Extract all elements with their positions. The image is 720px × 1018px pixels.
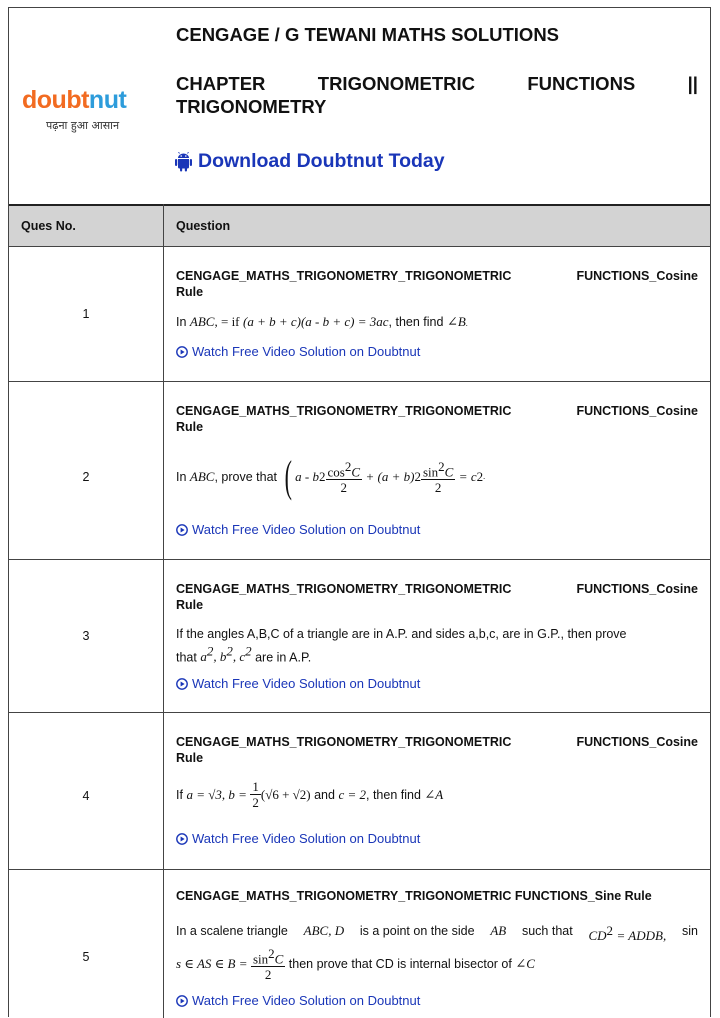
download-link[interactable] xyxy=(175,150,445,173)
question-number: 1 xyxy=(82,307,90,321)
logo-tagline: पढ़ना हुआ आसान xyxy=(46,119,120,132)
page-title: CENGAGE / G TEWANI MATHS SOLUTIONS xyxy=(176,24,560,45)
chapter-word: FUNCTIONS xyxy=(527,73,636,94)
download-label: Download Doubtnut Today xyxy=(198,150,445,172)
watch-video-link[interactable]: Watch Free Video Solution on Doubtnut xyxy=(176,344,698,359)
chapter-word: || xyxy=(687,73,698,94)
question-row-4 xyxy=(9,713,710,870)
page-header xyxy=(9,8,710,202)
question-row-3 xyxy=(9,560,710,713)
watch-video-link[interactable]: Watch Free Video Solution on Doubtnut xyxy=(176,522,698,537)
doubtnut-logo[interactable] xyxy=(22,86,162,136)
col-header-question: Question xyxy=(176,219,231,233)
question-text: In a scalene triangle ABC, D is a point on the side AB such that $CD^2$ = ADDB, sin s ∈ AS ∈ B = $\frac{\sin^2C}{2}$ then prove that CD is internal bisector of ∠C xyxy=(176,923,698,983)
question-number: 2 xyxy=(82,470,90,484)
watch-video-link[interactable]: Watch Free Video Solution on Doubtnut xyxy=(176,676,698,691)
play-circle-icon xyxy=(176,833,188,845)
chapter-heading xyxy=(176,72,698,118)
table-header xyxy=(9,204,710,247)
logo-wordmark: doubtnut xyxy=(22,86,127,114)
watch-video-link[interactable]: Watch Free Video Solution on Doubtnut xyxy=(176,831,698,846)
play-circle-icon xyxy=(176,346,188,358)
question-number: 5 xyxy=(82,950,90,964)
play-circle-icon xyxy=(176,524,188,536)
question-tag: CENGAGE_MATHS_TRIGONOMETRY_TRIGONOMETRIC FUNCTIONS_Cosine Rule xyxy=(176,269,698,299)
question-text: In ABC , prove that ( a - b 2 $\frac{\cos^2C}{2}$ + (a + b) 2 $\frac{\sin^2C}{2}$ = c 2 . xyxy=(176,452,486,501)
question-row-5 xyxy=(9,870,710,1018)
play-circle-icon xyxy=(176,678,188,690)
play-circle-icon xyxy=(176,995,188,1007)
question-tag: CENGAGE_MATHS_TRIGONOMETRY_TRIGONOMETRIC FUNCTIONS_Cosine Rule xyxy=(176,735,698,765)
question-number: 4 xyxy=(82,789,90,803)
question-tag: CENGAGE_MATHS_TRIGONOMETRY_TRIGONOMETRIC FUNCTIONS_Sine Rule xyxy=(176,889,652,903)
watch-video-link[interactable]: Watch Free Video Solution on Doubtnut xyxy=(176,993,698,1008)
chapter-line2: TRIGONOMETRY xyxy=(176,96,327,117)
chapter-word: TRIGONOMETRIC xyxy=(317,73,476,94)
question-text: In ABC, = if (a + b + c)(a - b + c) = 3ac, then find ∠B. xyxy=(176,314,468,329)
question-number: 3 xyxy=(82,629,90,643)
question-text: If the angles A,B,C of a triangle are in A.P. and sides a,b,c, are in G.P., then prove that $a^2$, $b^2$, $c^2$ are in A.P. xyxy=(176,627,627,665)
question-text: If a = √3, b = $\frac{1}{2}$ (√6 + √2) and c = 2 , then find ∠A xyxy=(176,779,444,810)
android-icon xyxy=(175,152,192,172)
question-tag: CENGAGE_MATHS_TRIGONOMETRY_TRIGONOMETRIC FUNCTIONS_Cosine Rule xyxy=(176,404,698,434)
question-row-2 xyxy=(9,382,710,560)
chapter-word: CHAPTER xyxy=(176,73,266,94)
page-frame xyxy=(8,7,711,1017)
question-row-1 xyxy=(9,247,710,382)
question-tag: CENGAGE_MATHS_TRIGONOMETRY_TRIGONOMETRIC FUNCTIONS_Cosine Rule xyxy=(176,582,698,612)
col-header-ques-no: Ques No. xyxy=(21,219,76,233)
